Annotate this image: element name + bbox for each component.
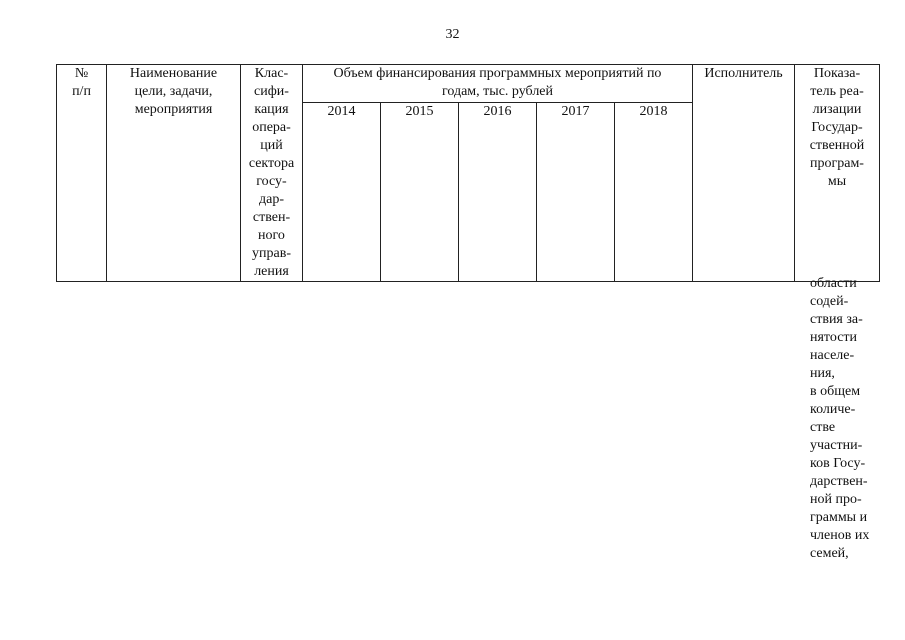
header-number: № п/п (57, 65, 107, 282)
header-year: 2015 (381, 103, 459, 282)
header-name: Наименование цели, задачи, мероприятия (107, 65, 241, 282)
header-financing: Объем финансирования программных мероприятий по годам, тыс. рублей (303, 65, 693, 103)
header-classification: Клас- сифи- кация опера- ций сектора госу- дар- ствен- ного управ- ления (241, 65, 303, 282)
program-events-table (56, 64, 880, 282)
header-indicator: Показа- тель реа- лизации Государ- ственной програм- мы (795, 65, 880, 282)
header-executor: Исполнитель (693, 65, 795, 282)
indicator-continuation-text: области содей- ствия за- нятости населе- ния, в общем количе- стве участни- ков Госу- дарствен- ной про- граммы и членов их семей, (810, 276, 870, 561)
header-year: 2014 (303, 103, 381, 282)
header-year: 2017 (537, 103, 615, 282)
header-year: 2016 (459, 103, 537, 282)
header-year: 2018 (615, 103, 693, 282)
page-number: 32 (445, 27, 460, 42)
